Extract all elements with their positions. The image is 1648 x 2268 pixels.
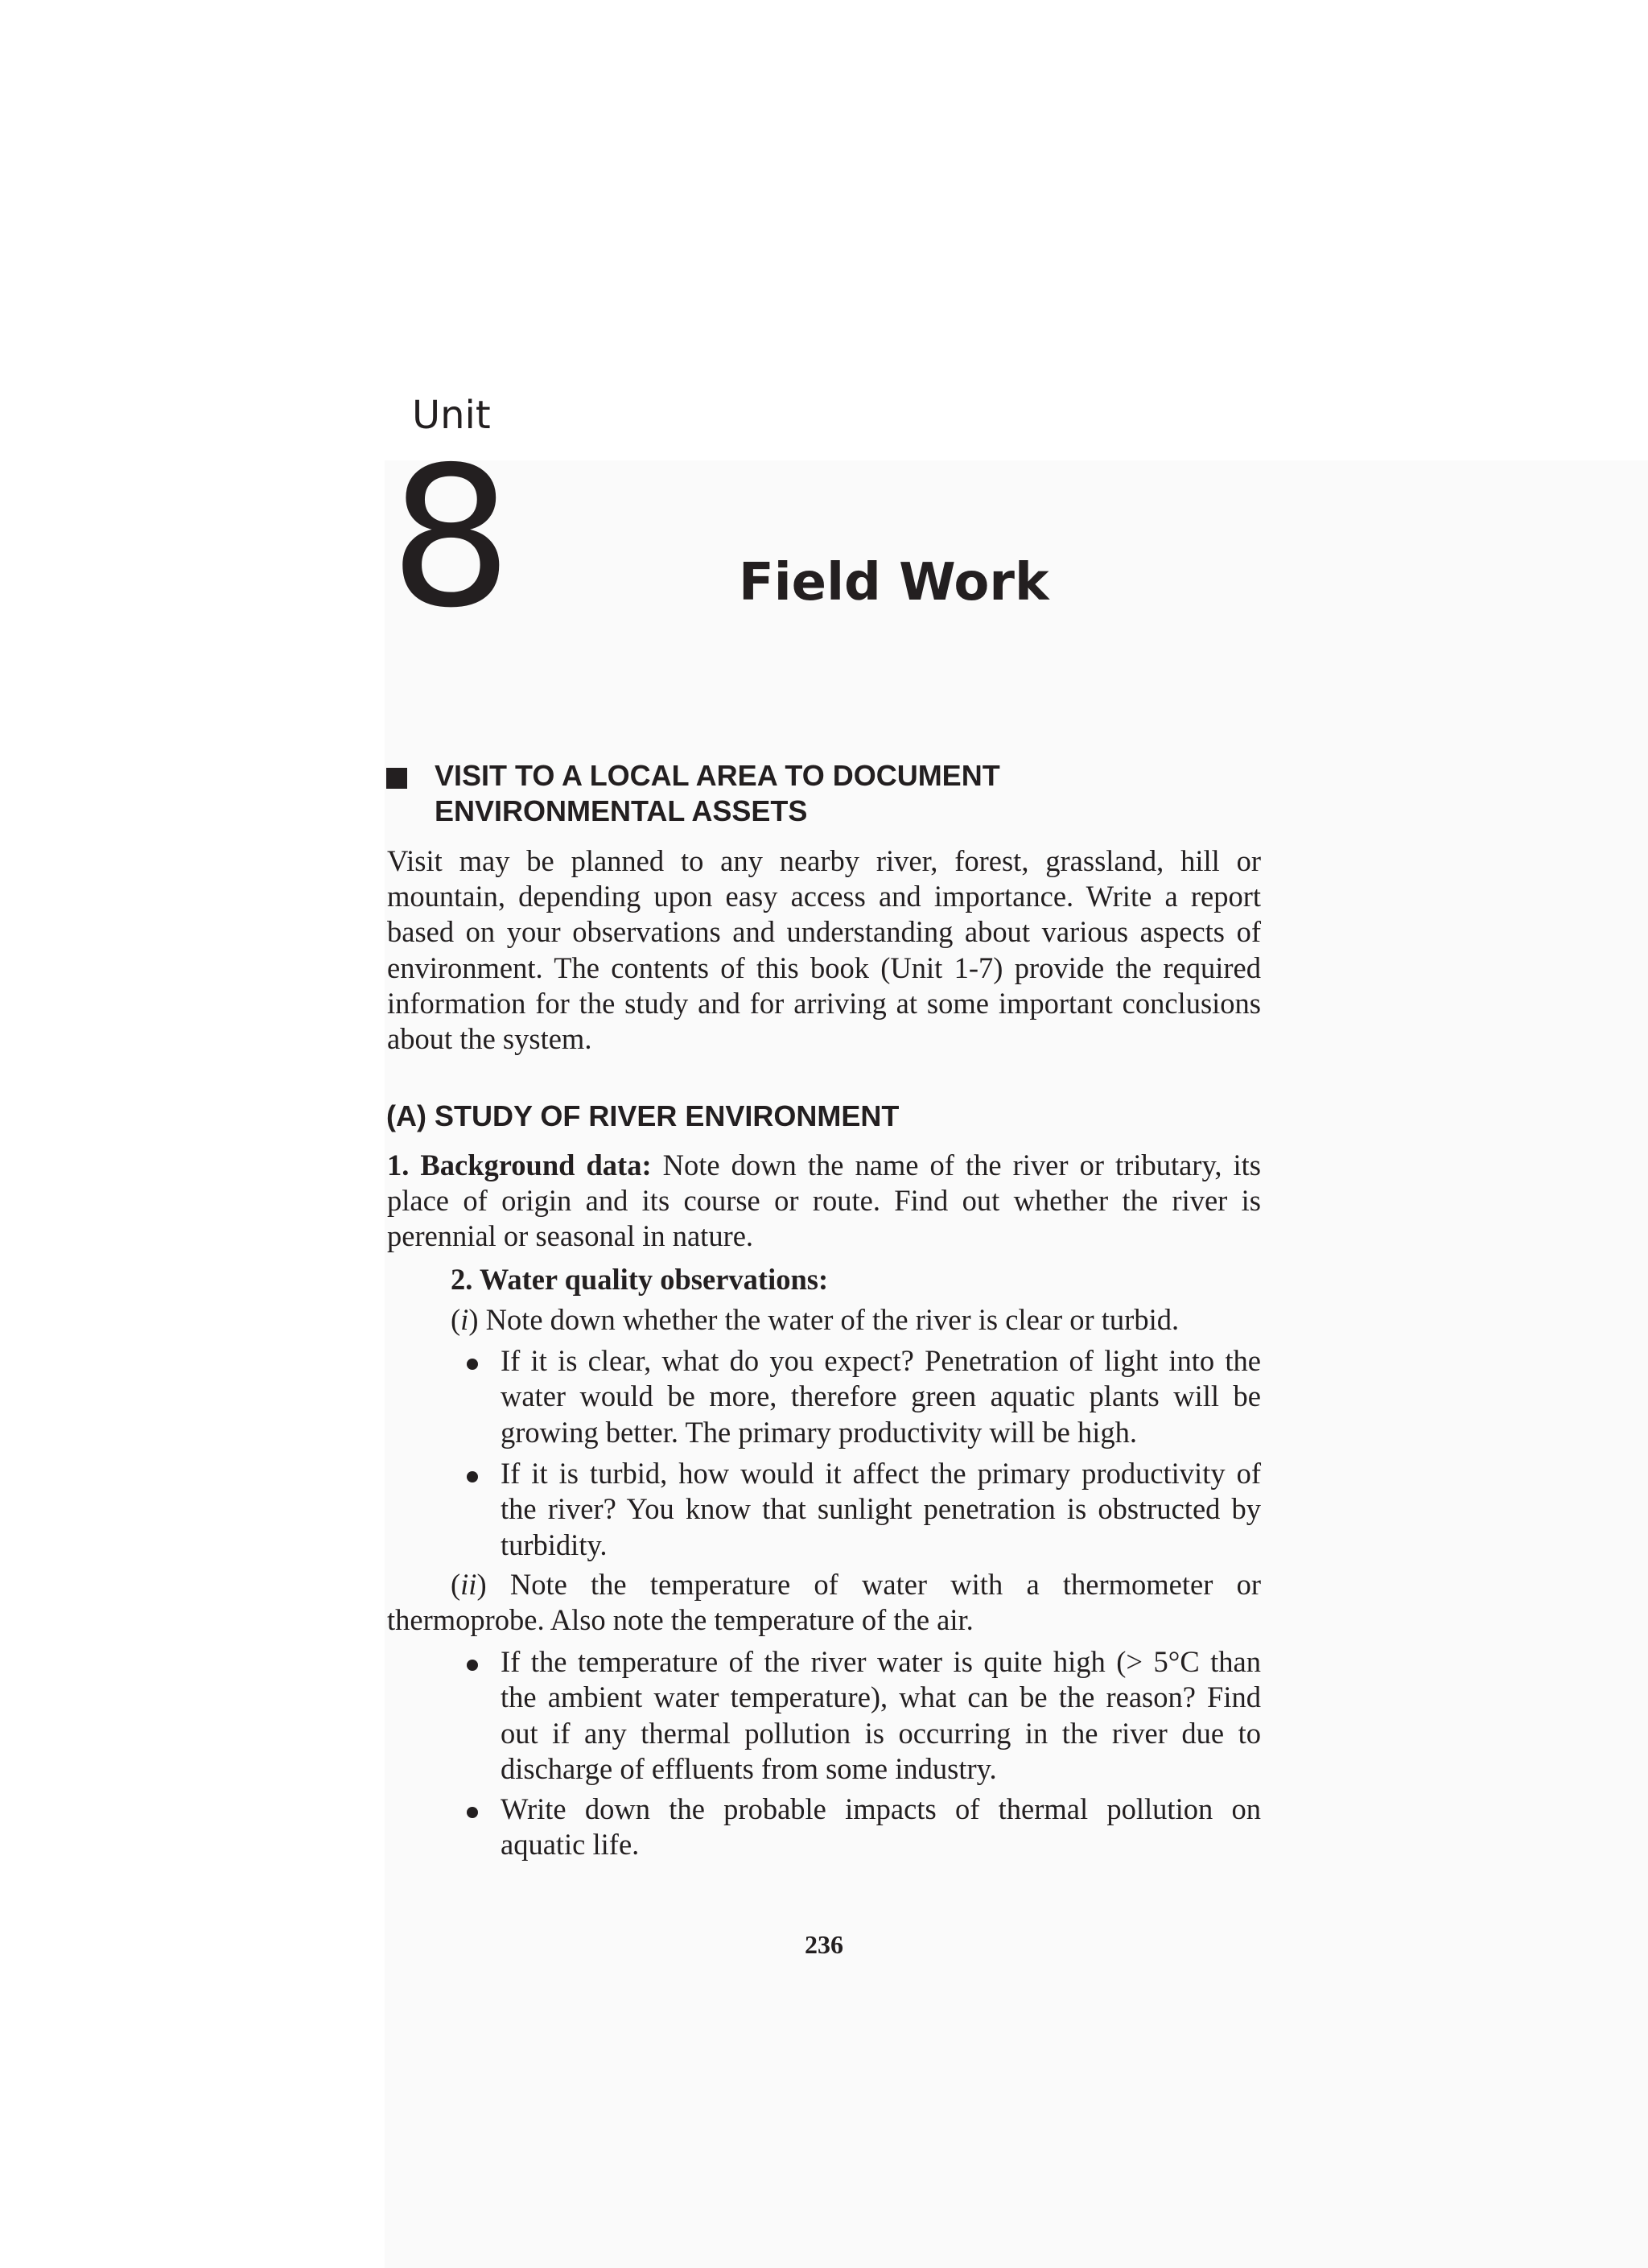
bullet-text: If it is clear, what do you expect? Penetration of light into the water would be more, therefore green aquatic plants will be growing better. The primary productivity will be high. (501, 1344, 1261, 1449)
bullet-dot-icon (467, 1471, 478, 1482)
section-heading-line-1: VISIT TO A LOCAL AREA TO DOCUMENT (435, 759, 1000, 792)
water-quality-heading: 2. Water quality observations: (451, 1263, 829, 1296)
bullet-item-impacts (467, 1792, 1261, 1863)
observation-item-i: (i) Note down whether the water of the river is clear or turbid. (451, 1303, 1180, 1336)
bullet-text: If it is turbid, how would it affect the primary productivity of the river? You know that sunlight penetration is obstructed by turbidity. (501, 1457, 1261, 1561)
observation-item-ii: (ii) Note the temperature of water with a thermometer or thermoprobe. Also note the temperature of the air. (387, 1568, 1261, 1637)
item-i-text: Note down whether the water of the river is clear or turbid. (478, 1303, 1180, 1336)
bullet-dot-icon (467, 1660, 478, 1671)
square-bullet-icon (386, 768, 407, 789)
chapter-title: Field Work (739, 553, 1049, 612)
background-data-text: Note down the name of the river or tributary, its place of origin and its course or route. Find out whether the river is perennial or seasonal in nature. (387, 1148, 1261, 1253)
item-ii-text: Note the temperature of water with a thermometer or thermoprobe. Also note the temperature of the air. (387, 1568, 1261, 1637)
subsection-heading: (A) STUDY OF RIVER ENVIRONMENT (386, 1099, 900, 1132)
item-i-numeral: i (460, 1303, 469, 1336)
bullet-dot-icon (467, 1359, 478, 1370)
bullet-item-temperature (467, 1644, 1261, 1787)
bullet-text: Write down the probable impacts of thermal pollution on aquatic life. (501, 1792, 1261, 1862)
bullet-text: If the temperature of the river water is quite high (> 5°C than the ambient water temperature), what can be the reason? Find out if any thermal pollution is occurring in the river due to discharge of effluents from some industry. (501, 1645, 1261, 1785)
bullet-item-turbid (467, 1456, 1261, 1563)
section-heading-line-2: ENVIRONMENTAL ASSETS (435, 794, 808, 827)
background-data-label: 1. Background data: (387, 1148, 652, 1181)
item-ii-numeral: ii (460, 1568, 477, 1601)
unit-label: Unit (412, 393, 491, 438)
bullet-item-clear (467, 1343, 1261, 1450)
background-data-paragraph (387, 1148, 1261, 1255)
page-number: 236 (805, 1930, 843, 1959)
intro-paragraph: Visit may be planned to any nearby river, forest, grassland, hill or mountain, depending upon easy access and importance. Write a report based on your observations and understanding about various aspects of environment. The contents of this book (Unit 1-7) provide the required information for the study and for arriving at some important conclusions about the system. (387, 844, 1261, 1056)
unit-number: 8 (389, 425, 513, 650)
bullet-dot-icon (467, 1807, 478, 1818)
